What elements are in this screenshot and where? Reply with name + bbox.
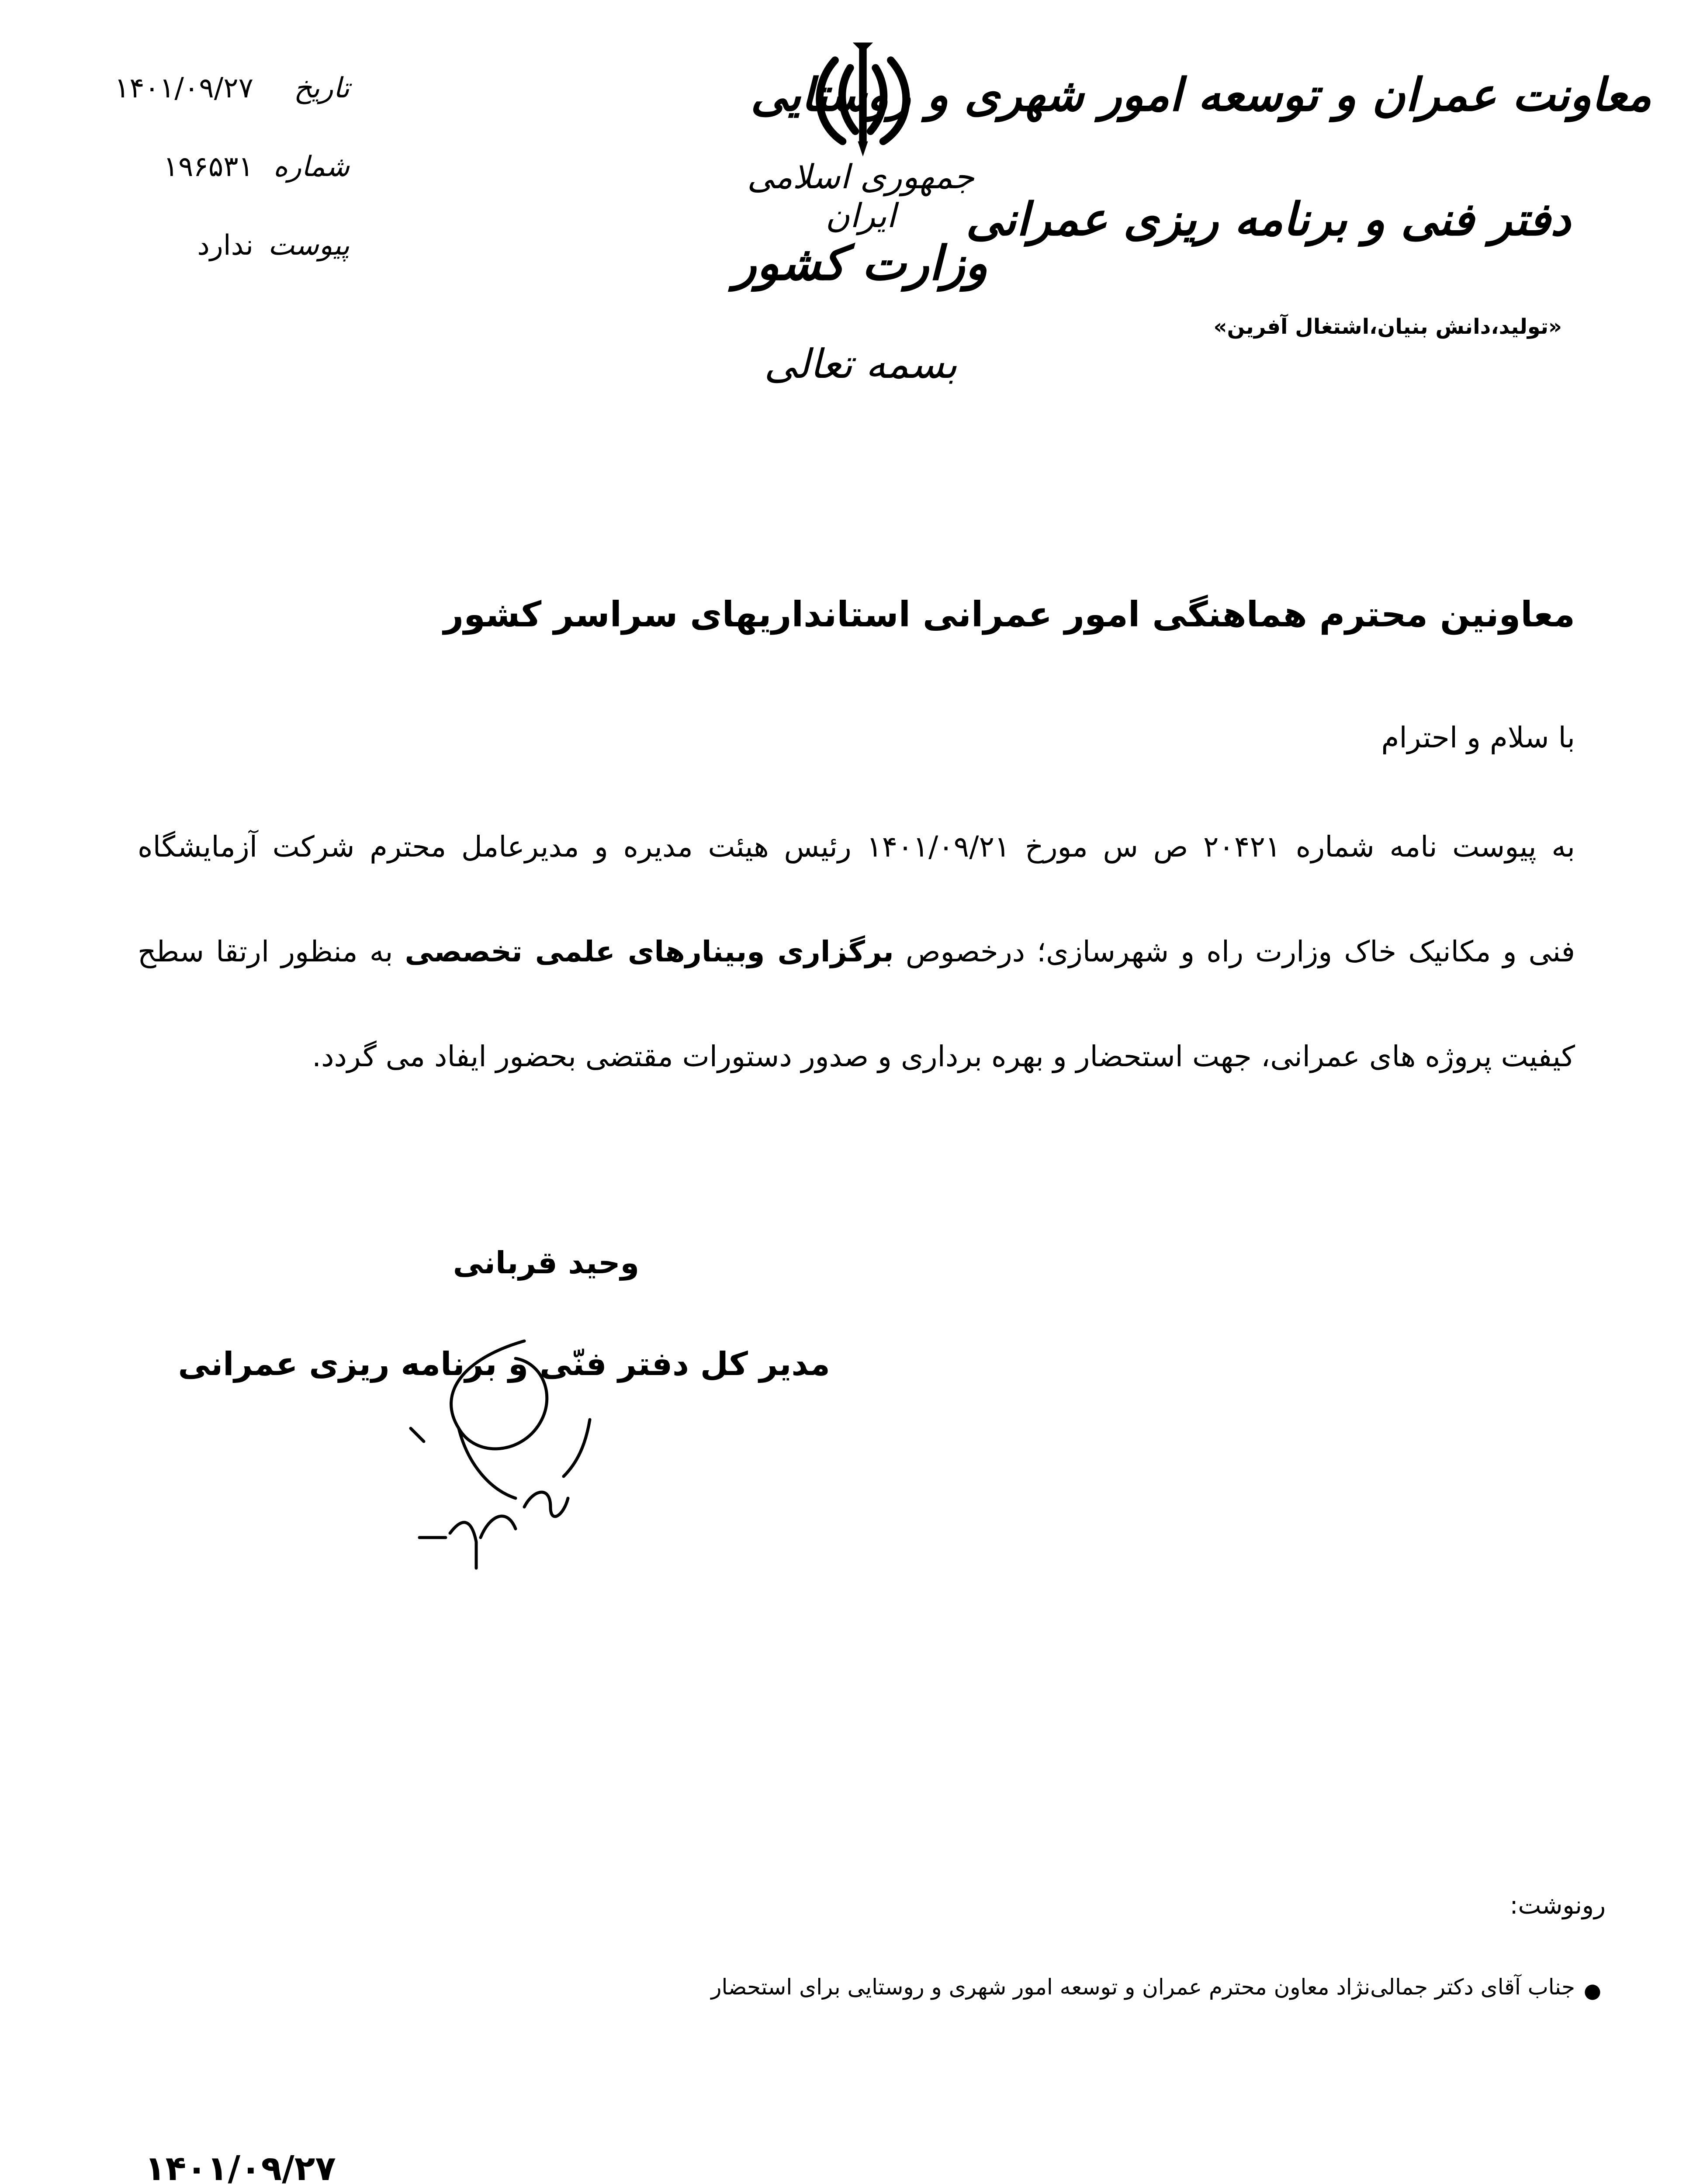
body-line-3: کیفیت پروژه های عمرانی، جهت استحضار و بهره برداری و صدور دستورات مقتضی بحضور ایفاد می گردد. [312, 1040, 1575, 1073]
webinar-emphasis: برگزاری وبینارهای علمی تخصصی [405, 935, 894, 968]
ministry-title: وزارت کشور [734, 236, 988, 291]
greeting: با سلام و احترام [1381, 721, 1575, 754]
attachment-label: پیوست [268, 229, 350, 262]
body-line-2 [138, 935, 1575, 968]
deputy-title: معاونت عمران و توسعه امور شهری و روستایی [750, 68, 1651, 121]
office-title: دفتر فنی و برنامه ریزی عمرانی [966, 192, 1571, 246]
iran-emblem-icon [800, 35, 926, 162]
slogan: «تولید،دانش بنیان،اشتغال آفرین» [1213, 314, 1562, 339]
invocation: بسمه تعالی [764, 341, 958, 387]
cc-bullet-icon: ● [1583, 1979, 1601, 2002]
handwritten-signature [358, 1332, 708, 1572]
signer-name: وحید قربانی [453, 1245, 640, 1281]
number-value: ۱۹۶۵۳۱ [163, 151, 253, 183]
body-line-2-start: فنی و مکانیک خاک وزارت راه و شهرسازی؛ درخصوص [893, 935, 1575, 968]
body-line-1: به پیوست نامه شماره ۲۰۴۲۱ ص س مورخ ۱۴۰۱/۰۹/۲۱ رئیس هیئت مدیره و مدیرعامل محترم شرکت آزمایشگاه [138, 830, 1575, 864]
signer-title: مدیر کل دفتر فنّی و برنامه ریزی عمرانی [178, 1345, 830, 1383]
number-label: شماره [273, 151, 350, 183]
date-value: ۱۴۰۱/۰۹/۲۷ [114, 72, 253, 104]
addressee: معاونین محترم هماهنگی امور عمرانی استانداریهای سراسر کشور [443, 594, 1575, 635]
republic-title: جمهوری اسلامی ایران [747, 157, 974, 235]
attachment-value: ندارد [197, 229, 253, 262]
date-label: تاریخ [294, 72, 350, 104]
cc-label: رونوشت: [1510, 1891, 1606, 1920]
cc-item: جناب آقای دکتر جمالی‌نژاد معاون محترم عمران و توسعه امور شهری و روستایی برای استحضار [711, 1974, 1575, 2000]
body-line-2-end: به منظور ارتقا سطح [138, 935, 405, 968]
stamp-date: ۱۴۰۱/۰۹/۲۷ [145, 2149, 336, 2184]
